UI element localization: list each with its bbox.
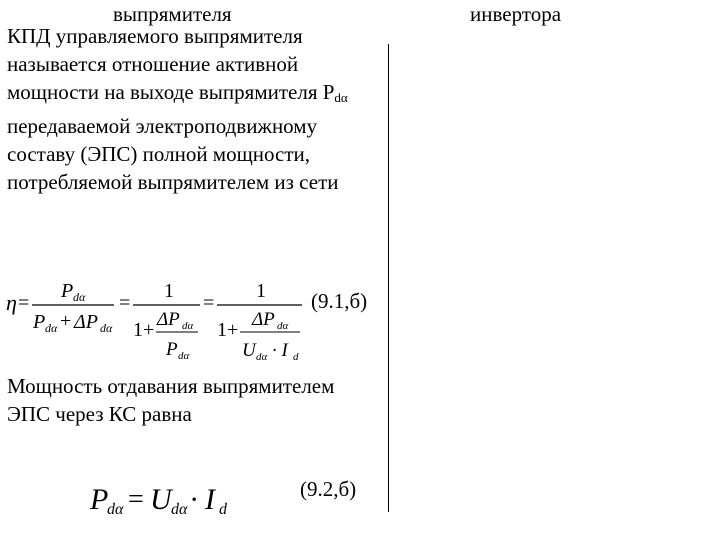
eq1-inner-I-3: · I <box>272 340 288 361</box>
header-right: инвертора <box>470 2 562 26</box>
eq1-num-one-2: 1 <box>164 280 174 302</box>
eq2-P-sub: dα <box>107 501 124 518</box>
efficiency-definition <box>7 22 377 196</box>
eq1-num-P: P <box>61 280 74 302</box>
eq1-inner-P-2: P <box>166 339 178 360</box>
eq1-den-sub: dα <box>45 321 58 335</box>
equation-9-2 <box>86 477 236 523</box>
eq2-U: U <box>150 483 172 516</box>
equation-9-1 <box>4 276 304 368</box>
eq2-I-sub: d <box>219 501 227 518</box>
equation-9-1-label: (9.1,б) <box>311 289 368 313</box>
eq2-I: · I <box>190 483 215 516</box>
eq2-P: P <box>90 483 109 516</box>
eq1-one-plus-2: 1+ <box>133 319 155 341</box>
efficiency-subscript: dα <box>334 90 348 105</box>
eq1-num-sub: dα <box>73 290 86 304</box>
eq1-inner-P-sub-2: dα <box>178 350 190 362</box>
eq1-inner-dP-3: ΔP <box>252 309 275 330</box>
eq2-U-sub: dα <box>171 501 188 518</box>
eq1-eta: η <box>6 290 17 315</box>
eq1-den-P: P <box>33 311 46 333</box>
eq1-inner-I-sub-3: d <box>293 351 299 363</box>
eq1-den-dP: ΔP <box>74 311 98 333</box>
eq1-equals-1: = <box>18 292 30 314</box>
column-divider <box>388 44 389 512</box>
eq1-inner-U-3: U <box>242 340 256 361</box>
power-statement: Мощность отдавания выпрямителем ЭПС через КС равна <box>7 374 335 426</box>
eq1-equals-3: = <box>203 292 215 314</box>
eq1-equals-2: = <box>119 292 131 314</box>
equation-9-2-label: (9.2,б) <box>300 477 357 501</box>
eq1-num-one-3: 1 <box>256 280 266 302</box>
eq1-den-plus: + <box>60 310 72 332</box>
efficiency-text: КПД управляемого выпрямителя называется отношение активной мощности на выходе выпрямителя P <box>7 24 335 104</box>
eq1-inner-U-sub-3: dα <box>256 351 268 363</box>
efficiency-text-tail: передаваемой электроподвижному составу (ЭПС) полной мощности, потребляемой выпрямителем из сети <box>7 114 339 194</box>
eq2-equals: = <box>128 484 144 515</box>
eq1-inner-dP-sub-2: dα <box>182 320 194 332</box>
eq1-one-plus-3: 1+ <box>217 319 239 341</box>
eq1-inner-dP-sub-3: dα <box>277 320 289 332</box>
header-left: выпрямителя <box>113 2 232 26</box>
eq1-den-dP-sub: dα <box>100 321 113 335</box>
eq1-inner-dP-2: ΔP <box>157 309 180 330</box>
